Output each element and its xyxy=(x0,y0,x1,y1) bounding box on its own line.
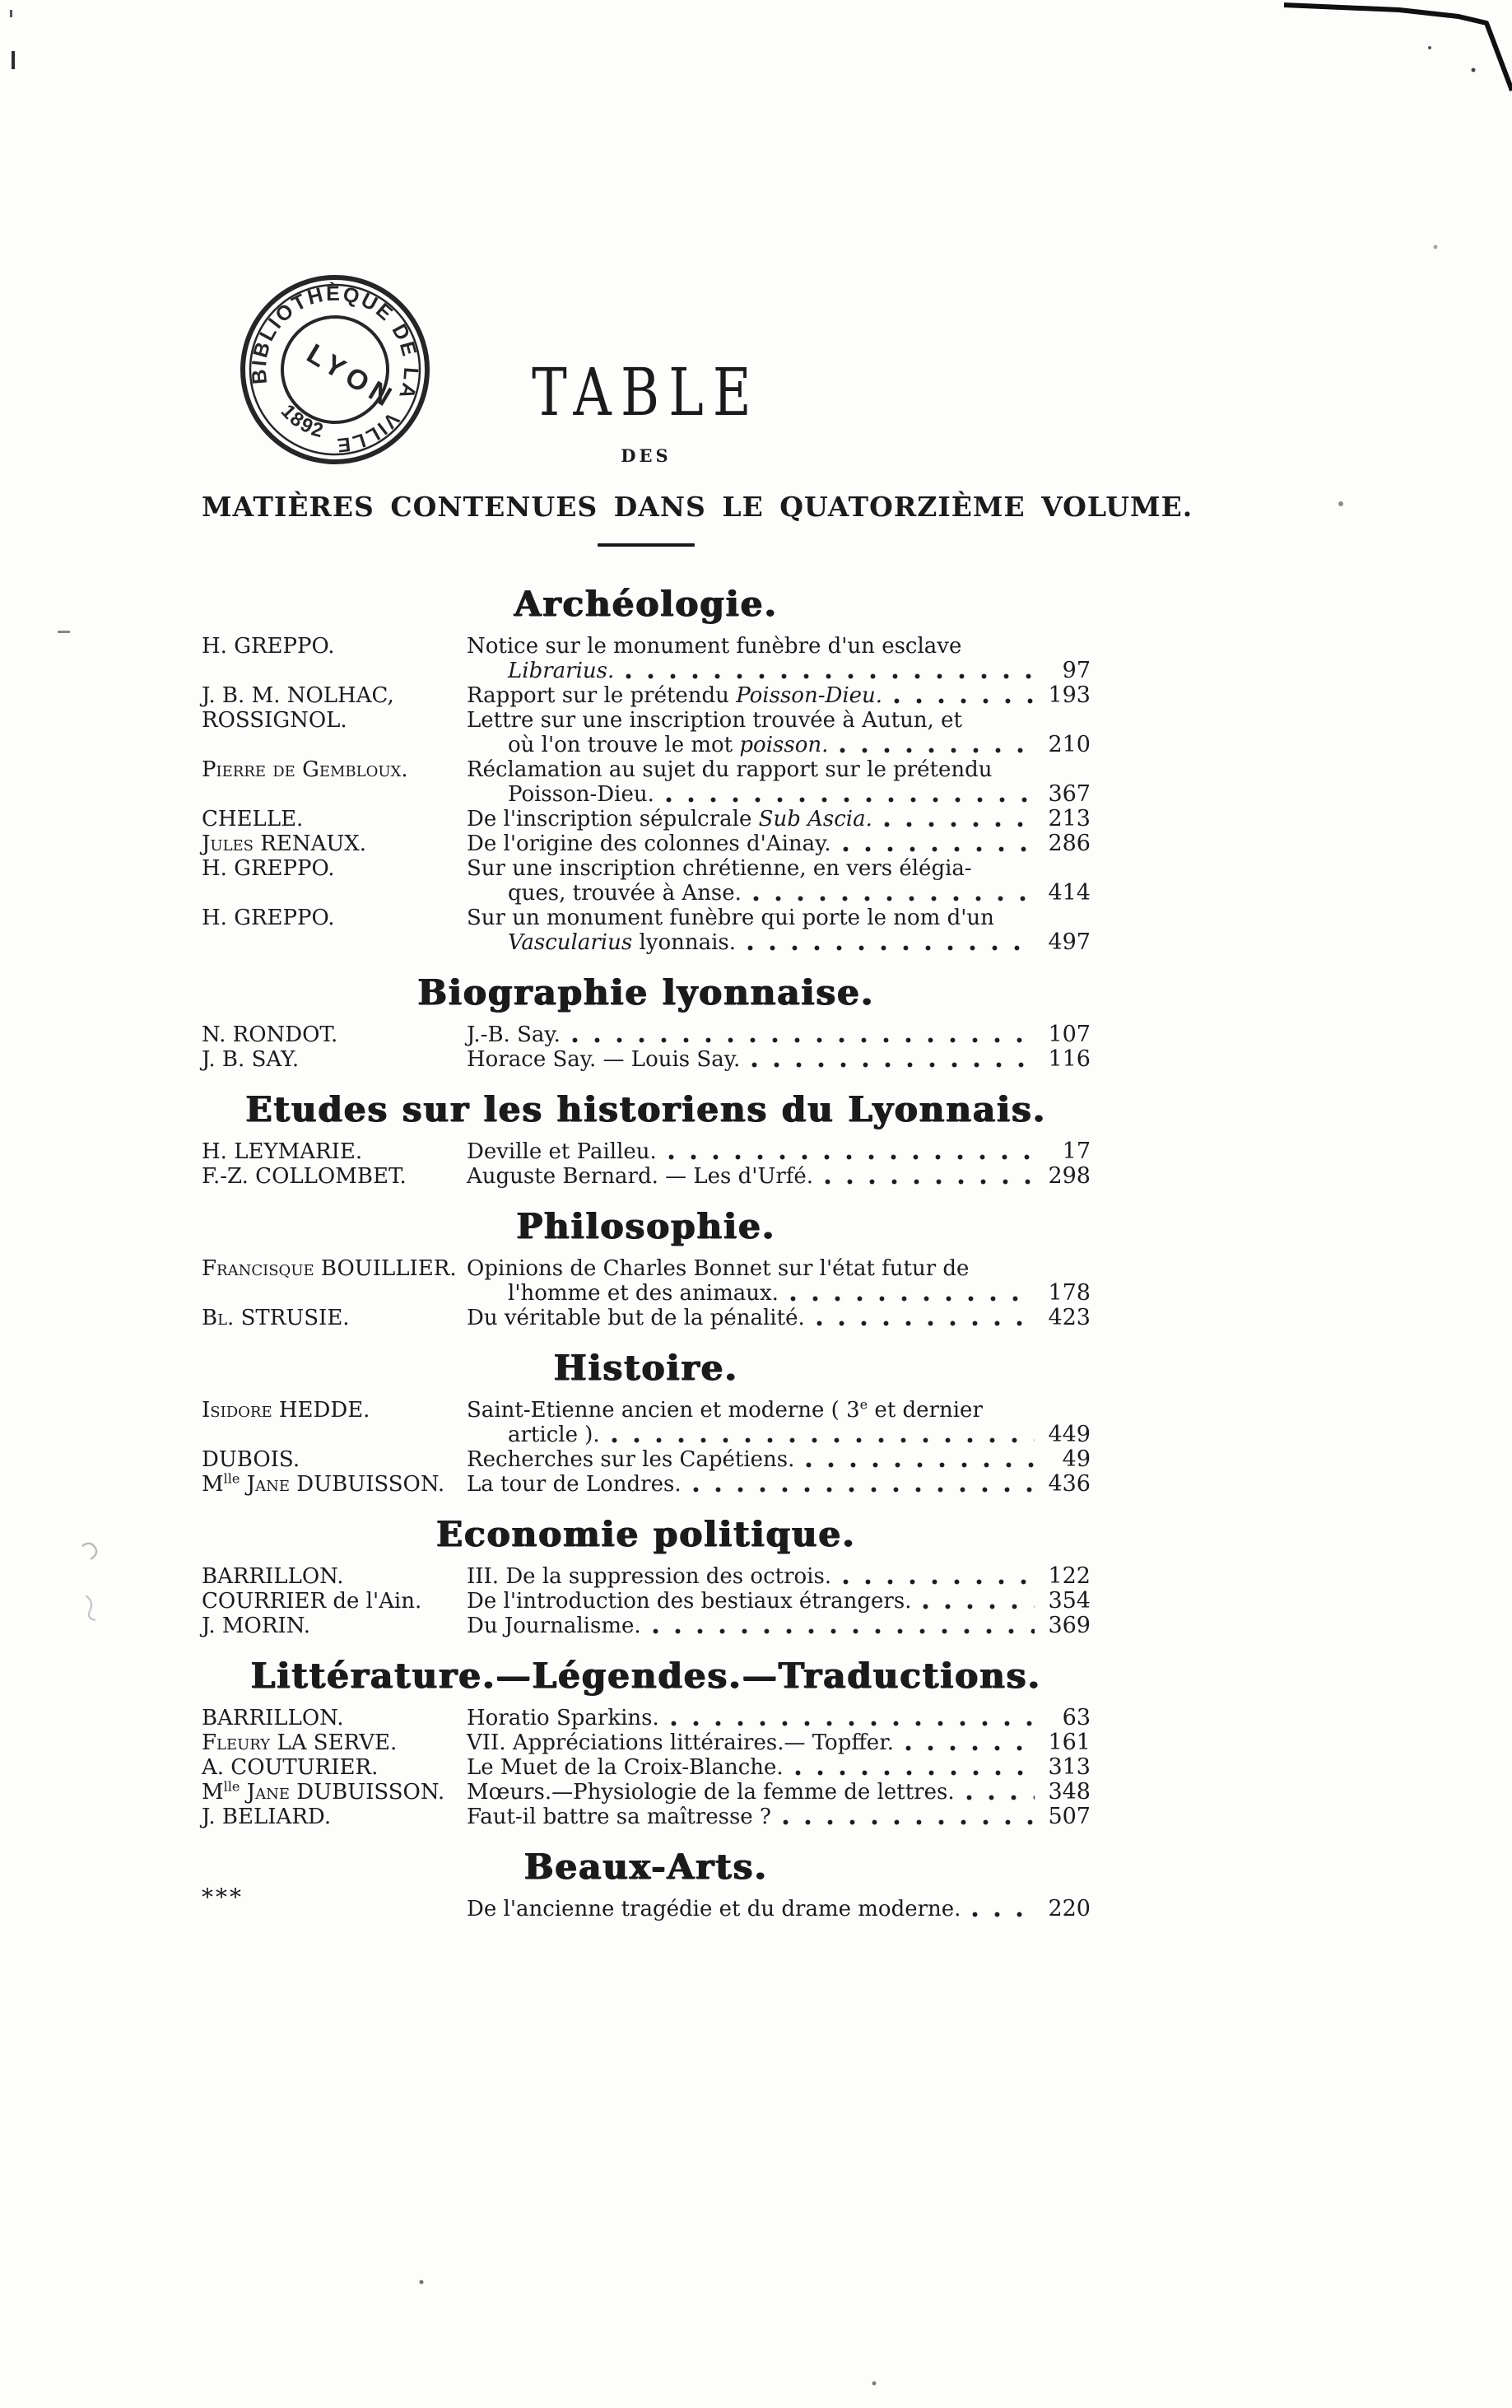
title-segment: Opinions de Charles Bonnet sur l'état futur de xyxy=(467,1256,970,1281)
author-cell xyxy=(202,1885,467,1910)
dot-leader xyxy=(843,1579,1035,1585)
title-cell xyxy=(467,831,831,856)
dot-leader xyxy=(894,698,1035,704)
title-cell xyxy=(467,1256,969,1281)
page-number: 210 xyxy=(1048,732,1091,757)
page-number: 116 xyxy=(1048,1046,1091,1072)
author-cell xyxy=(202,1139,467,1164)
author-name: BARRILLON. xyxy=(202,1564,344,1589)
author-cell xyxy=(202,1447,467,1472)
margin-dash xyxy=(58,631,70,633)
title-segment: Réclamation au sujet du rapport sur le prétendu xyxy=(467,757,993,782)
title-segment: article ). xyxy=(508,1423,600,1447)
author-cell xyxy=(202,906,467,930)
title-segment: Deville et Pailleu. xyxy=(467,1139,657,1164)
section-heading: Economie politique. xyxy=(436,1514,856,1554)
author-name: Isidore HEDDE. xyxy=(202,1398,370,1423)
title-cell xyxy=(467,1564,831,1589)
author-name: J. B. SAY. xyxy=(202,1047,300,1072)
author-cell xyxy=(202,1256,467,1281)
page-number: 63 xyxy=(1062,1705,1091,1730)
title-segment: Du véritable but de la pénalité. xyxy=(467,1306,805,1330)
title-cell xyxy=(467,930,736,955)
author-name: Pierre de Gembloux. xyxy=(202,757,408,782)
title-cell xyxy=(467,708,962,733)
speck xyxy=(872,2382,877,2386)
title-cell xyxy=(467,906,994,930)
dot-leader xyxy=(905,1745,1035,1751)
author-name: N. RONDOT. xyxy=(202,1022,338,1047)
author-cell xyxy=(202,1306,467,1330)
author-name: Jane DUBUISSON. xyxy=(240,1780,445,1805)
title-segment: De l'ancienne tragédie et du drame moderne. xyxy=(467,1897,961,1921)
pencil-mark xyxy=(82,1544,96,1559)
author-name: H. LEYMARIE. xyxy=(202,1139,363,1164)
title-segment: Horatio Sparkins. xyxy=(467,1706,659,1730)
stamp-ring-text-ville: VILLE xyxy=(334,408,404,457)
toc-row xyxy=(202,634,1091,659)
page-number: 49 xyxy=(1062,1446,1091,1472)
toc-row xyxy=(202,757,1091,782)
title-cell xyxy=(467,634,961,659)
page-subtitle: MATIÈRES CONTENUES DANS LE QUATORZIÈME VOLUME. xyxy=(202,491,1193,523)
page-number: 369 xyxy=(1048,1613,1091,1638)
page-number: 423 xyxy=(1048,1305,1091,1330)
speck xyxy=(1428,46,1431,49)
author-cell xyxy=(202,856,467,881)
page-number: 107 xyxy=(1048,1022,1091,1047)
toc-row xyxy=(202,1447,1091,1472)
author-cell xyxy=(202,1706,467,1730)
title-cell xyxy=(467,1022,561,1047)
author-cell xyxy=(202,1398,467,1423)
page-number: 97 xyxy=(1062,658,1091,683)
page-number: 213 xyxy=(1048,806,1091,831)
content-column xyxy=(202,0,1193,1921)
dot-leader xyxy=(843,846,1035,852)
author-cell xyxy=(202,1805,467,1829)
title-cell xyxy=(467,757,993,782)
author-name: ROSSIGNOL. xyxy=(202,708,347,733)
page-number: 348 xyxy=(1048,1779,1091,1805)
page-number: 313 xyxy=(1048,1754,1091,1780)
author-name: J. MORIN. xyxy=(202,1614,311,1638)
dot-leader xyxy=(747,945,1035,951)
title-segment: De l'inscription sépulcrale xyxy=(467,807,759,831)
title-segment: Rapport sur le prétendu xyxy=(467,683,737,708)
margin-tick xyxy=(12,51,15,69)
title-cell xyxy=(467,1472,682,1497)
toc-row xyxy=(202,683,1091,708)
title-cell xyxy=(467,683,882,708)
title-segment: Recherches sur les Capétiens. xyxy=(467,1447,795,1472)
dot-leader xyxy=(783,1819,1035,1825)
title-cell xyxy=(467,1281,779,1306)
title-segment: l'homme et des animaux. xyxy=(508,1281,779,1306)
title-cell xyxy=(467,733,828,757)
author-cell xyxy=(202,1047,467,1072)
stamp-ring-text: BIBLIOTHÈQUE DE LA xyxy=(247,282,423,403)
dot-leader xyxy=(612,1437,1035,1443)
author-cell xyxy=(202,1780,467,1805)
author-name: *** xyxy=(202,1884,244,1911)
toc-row xyxy=(202,1398,1091,1423)
author-cell xyxy=(202,1022,467,1047)
title-segment: et dernier xyxy=(868,1398,983,1423)
title-segment: Le Muet de la Croix-Blanche. xyxy=(467,1755,784,1780)
title-cell xyxy=(467,1306,805,1330)
stamp-city: LYON xyxy=(301,338,402,416)
toc-row xyxy=(202,831,1091,856)
author-name: H. GREPPO. xyxy=(202,906,335,930)
toc-row xyxy=(202,1022,1091,1047)
dot-leader xyxy=(884,822,1035,827)
section-heading: Philosophie. xyxy=(516,1206,776,1246)
title-cell xyxy=(467,1897,961,1921)
page-number: 193 xyxy=(1048,682,1091,708)
toc-row xyxy=(202,659,1091,683)
dot-leader xyxy=(753,896,1035,901)
title-cell xyxy=(467,1589,911,1614)
author-name: F.-Z. COLLOMBET. xyxy=(202,1164,407,1189)
page-number: 507 xyxy=(1048,1804,1091,1829)
title-italic-segment: poisson. xyxy=(739,733,829,757)
dot-leader xyxy=(572,1037,1035,1043)
page-number: 122 xyxy=(1048,1563,1091,1589)
title-segment: De l'introduction des bestiaux étrangers. xyxy=(467,1589,912,1614)
title-cell xyxy=(467,1730,894,1755)
author-cell xyxy=(202,634,467,659)
author-name: COURRIER de l'Ain. xyxy=(202,1589,422,1614)
toc-row xyxy=(202,1472,1091,1497)
page-number: 497 xyxy=(1048,929,1091,955)
page-title-of: DES xyxy=(621,445,672,466)
toc-row xyxy=(202,1164,1091,1189)
toc-row xyxy=(202,1884,1091,1921)
title-cell xyxy=(467,1614,641,1638)
author-cell xyxy=(202,708,467,733)
toc-row xyxy=(202,930,1091,955)
dot-leader xyxy=(795,1770,1035,1776)
page-number: 298 xyxy=(1048,1163,1091,1189)
section-heading: Littérature.—Légendes.—Traductions. xyxy=(250,1656,1042,1696)
page-number: 436 xyxy=(1048,1471,1091,1497)
toc-row xyxy=(202,881,1091,906)
toc-row xyxy=(202,708,1091,733)
title-italic-segment: Sub Ascia. xyxy=(758,807,872,831)
dot-leader xyxy=(816,1320,1035,1326)
section-heading: Beaux-Arts. xyxy=(523,1847,769,1887)
title-cell xyxy=(467,1398,983,1423)
dot-leader xyxy=(840,748,1035,753)
page-edge-artifact xyxy=(1284,5,1512,91)
header-rule xyxy=(598,543,695,547)
title-segment: lyonnais. xyxy=(632,930,737,955)
author-name: DUBOIS. xyxy=(202,1447,300,1472)
author-cell xyxy=(202,831,467,856)
toc-row xyxy=(202,1589,1091,1614)
dot-leader xyxy=(626,673,1035,679)
title-italic-segment: Vascularius xyxy=(508,930,633,955)
dot-leader xyxy=(666,797,1035,803)
toc-row xyxy=(202,1281,1091,1306)
author-name: Francisque BOUILLIER. xyxy=(202,1256,457,1281)
title-cell xyxy=(467,1423,600,1447)
author-name: J. BELIARD. xyxy=(202,1805,332,1829)
dot-leader xyxy=(806,1462,1035,1468)
title-cell xyxy=(467,1447,794,1472)
author-cell xyxy=(202,683,467,708)
dot-leader xyxy=(671,1721,1035,1726)
stamp-year: 1892 xyxy=(276,400,328,443)
toc-row xyxy=(202,1805,1091,1829)
title-segment: où l'on trouve le mot xyxy=(508,733,740,757)
title-segment: Mœurs.—Physiologie de la femme de lettres. xyxy=(467,1780,955,1805)
title-segment: ques, trouvée à Anse. xyxy=(508,881,742,906)
author-name: M xyxy=(202,1780,224,1805)
title-cell xyxy=(467,1164,813,1189)
title-cell xyxy=(467,807,872,831)
title-cell xyxy=(467,1755,784,1780)
page-number: 220 xyxy=(1048,1896,1091,1921)
author-cell xyxy=(202,1164,467,1189)
page-number: 449 xyxy=(1048,1422,1091,1447)
title-superscript: e xyxy=(859,1396,868,1413)
title-segment: Auguste Bernard. — Les d'Urfé. xyxy=(467,1164,814,1189)
dot-leader xyxy=(923,1604,1035,1609)
toc-row xyxy=(202,1755,1091,1780)
dot-leader xyxy=(653,1628,1035,1634)
dot-leader xyxy=(972,1912,1035,1917)
dot-leader xyxy=(790,1296,1035,1302)
author-cell xyxy=(202,757,467,782)
speck xyxy=(1434,245,1438,249)
title-cell xyxy=(467,782,654,807)
page-number: 286 xyxy=(1048,831,1091,856)
title-segment: Sur un monument funèbre qui porte le nom d'un xyxy=(467,906,994,930)
title-segment: La tour de Londres. xyxy=(467,1472,682,1497)
title-cell xyxy=(467,1047,740,1072)
title-italic-segment: Poisson-Dieu. xyxy=(736,683,883,708)
author-name: CHELLE. xyxy=(202,807,304,831)
author-name: Bl. STRUSIE. xyxy=(202,1306,350,1330)
dot-leader xyxy=(825,1179,1035,1185)
page-number: 178 xyxy=(1048,1280,1091,1306)
title-segment: Du Journalisme. xyxy=(467,1614,641,1638)
author-cell xyxy=(202,1614,467,1638)
title-segment: Sur une inscription chrétienne, en vers élégia- xyxy=(467,856,972,881)
author-name: J. B. M. NOLHAC, xyxy=(202,683,394,708)
title-cell xyxy=(467,881,742,906)
author-cell xyxy=(202,1589,467,1614)
page-number: 17 xyxy=(1062,1139,1091,1164)
page-number: 367 xyxy=(1048,781,1091,807)
title-segment: Lettre sur une inscription trouvée à Autun, et xyxy=(467,708,962,733)
page-number: 354 xyxy=(1048,1588,1091,1614)
title-segment: J.-B. Say. xyxy=(467,1022,561,1047)
author-name: M xyxy=(202,1472,224,1497)
author-name: H. GREPPO. xyxy=(202,856,335,881)
toc-row xyxy=(202,1706,1091,1730)
author-cell xyxy=(202,1564,467,1589)
speck xyxy=(420,2280,424,2285)
toc-row xyxy=(202,1780,1091,1805)
author-name: Jane DUBUISSON. xyxy=(240,1472,445,1497)
page-title: TABLE xyxy=(532,354,761,431)
title-cell xyxy=(467,856,972,881)
toc-row xyxy=(202,1423,1091,1447)
author-cell xyxy=(202,1755,467,1780)
author-name: BARRILLON. xyxy=(202,1706,344,1730)
toc-row xyxy=(202,856,1091,881)
section-heading: Biographie lyonnaise. xyxy=(417,972,875,1013)
toc-row xyxy=(202,906,1091,930)
title-cell xyxy=(467,1706,659,1730)
section-heading: Etudes sur les historiens du Lyonnais. xyxy=(245,1089,1047,1129)
author-name: Jules RENAUX. xyxy=(202,831,367,856)
author-cell xyxy=(202,1730,467,1755)
toc-row xyxy=(202,1306,1091,1330)
pencil-mark xyxy=(86,1595,95,1620)
section-heading: Archéologie. xyxy=(514,584,779,624)
dot-leader xyxy=(693,1487,1035,1493)
author-name: Fleury LA SERVE. xyxy=(202,1730,398,1755)
title-segment: Poisson-Dieu. xyxy=(508,782,654,807)
title-cell xyxy=(467,1805,771,1829)
page-number: 161 xyxy=(1048,1730,1091,1755)
title-cell xyxy=(467,1139,657,1164)
toc-row xyxy=(202,733,1091,757)
title-segment: Saint-Etienne ancien et moderne ( 3 xyxy=(467,1398,860,1423)
speck xyxy=(1472,68,1476,72)
author-cell xyxy=(202,807,467,831)
title-cell xyxy=(467,659,614,683)
author-cell xyxy=(202,1472,467,1497)
title-cell xyxy=(467,1780,955,1805)
toc-row xyxy=(202,1614,1091,1638)
author-name: A. COUTURIER. xyxy=(202,1755,379,1780)
dot-leader xyxy=(751,1062,1035,1068)
speck xyxy=(1338,501,1343,506)
toc xyxy=(202,583,1091,1921)
title-segment: De l'origine des colonnes d'Ainay. xyxy=(467,831,831,856)
section-heading: Histoire. xyxy=(553,1348,739,1388)
toc-row xyxy=(202,1256,1091,1281)
title-segment: Faut-il battre sa maîtresse ? xyxy=(467,1805,771,1829)
page-header xyxy=(202,0,1193,547)
author-superscript: lle xyxy=(223,1470,240,1487)
dot-leader xyxy=(966,1795,1035,1800)
toc-row xyxy=(202,1730,1091,1755)
title-segment: VII. Appréciations littéraires.— Topffer. xyxy=(467,1730,895,1755)
title-segment: Notice sur le monument funèbre d'un esclave xyxy=(467,634,962,659)
dot-leader xyxy=(668,1154,1035,1160)
corner-speck xyxy=(10,10,12,17)
toc-row xyxy=(202,1047,1091,1072)
toc-row xyxy=(202,1564,1091,1589)
toc-row xyxy=(202,782,1091,807)
toc-row xyxy=(202,807,1091,831)
page-number: 414 xyxy=(1048,880,1091,906)
author-superscript: lle xyxy=(223,1778,240,1795)
toc-row xyxy=(202,1139,1091,1164)
title-segment: III. De la suppression des octrois. xyxy=(467,1564,832,1589)
author-name: H. GREPPO. xyxy=(202,634,335,659)
title-italic-segment: Librarius. xyxy=(508,659,615,683)
title-segment: Horace Say. — Louis Say. xyxy=(467,1047,741,1072)
